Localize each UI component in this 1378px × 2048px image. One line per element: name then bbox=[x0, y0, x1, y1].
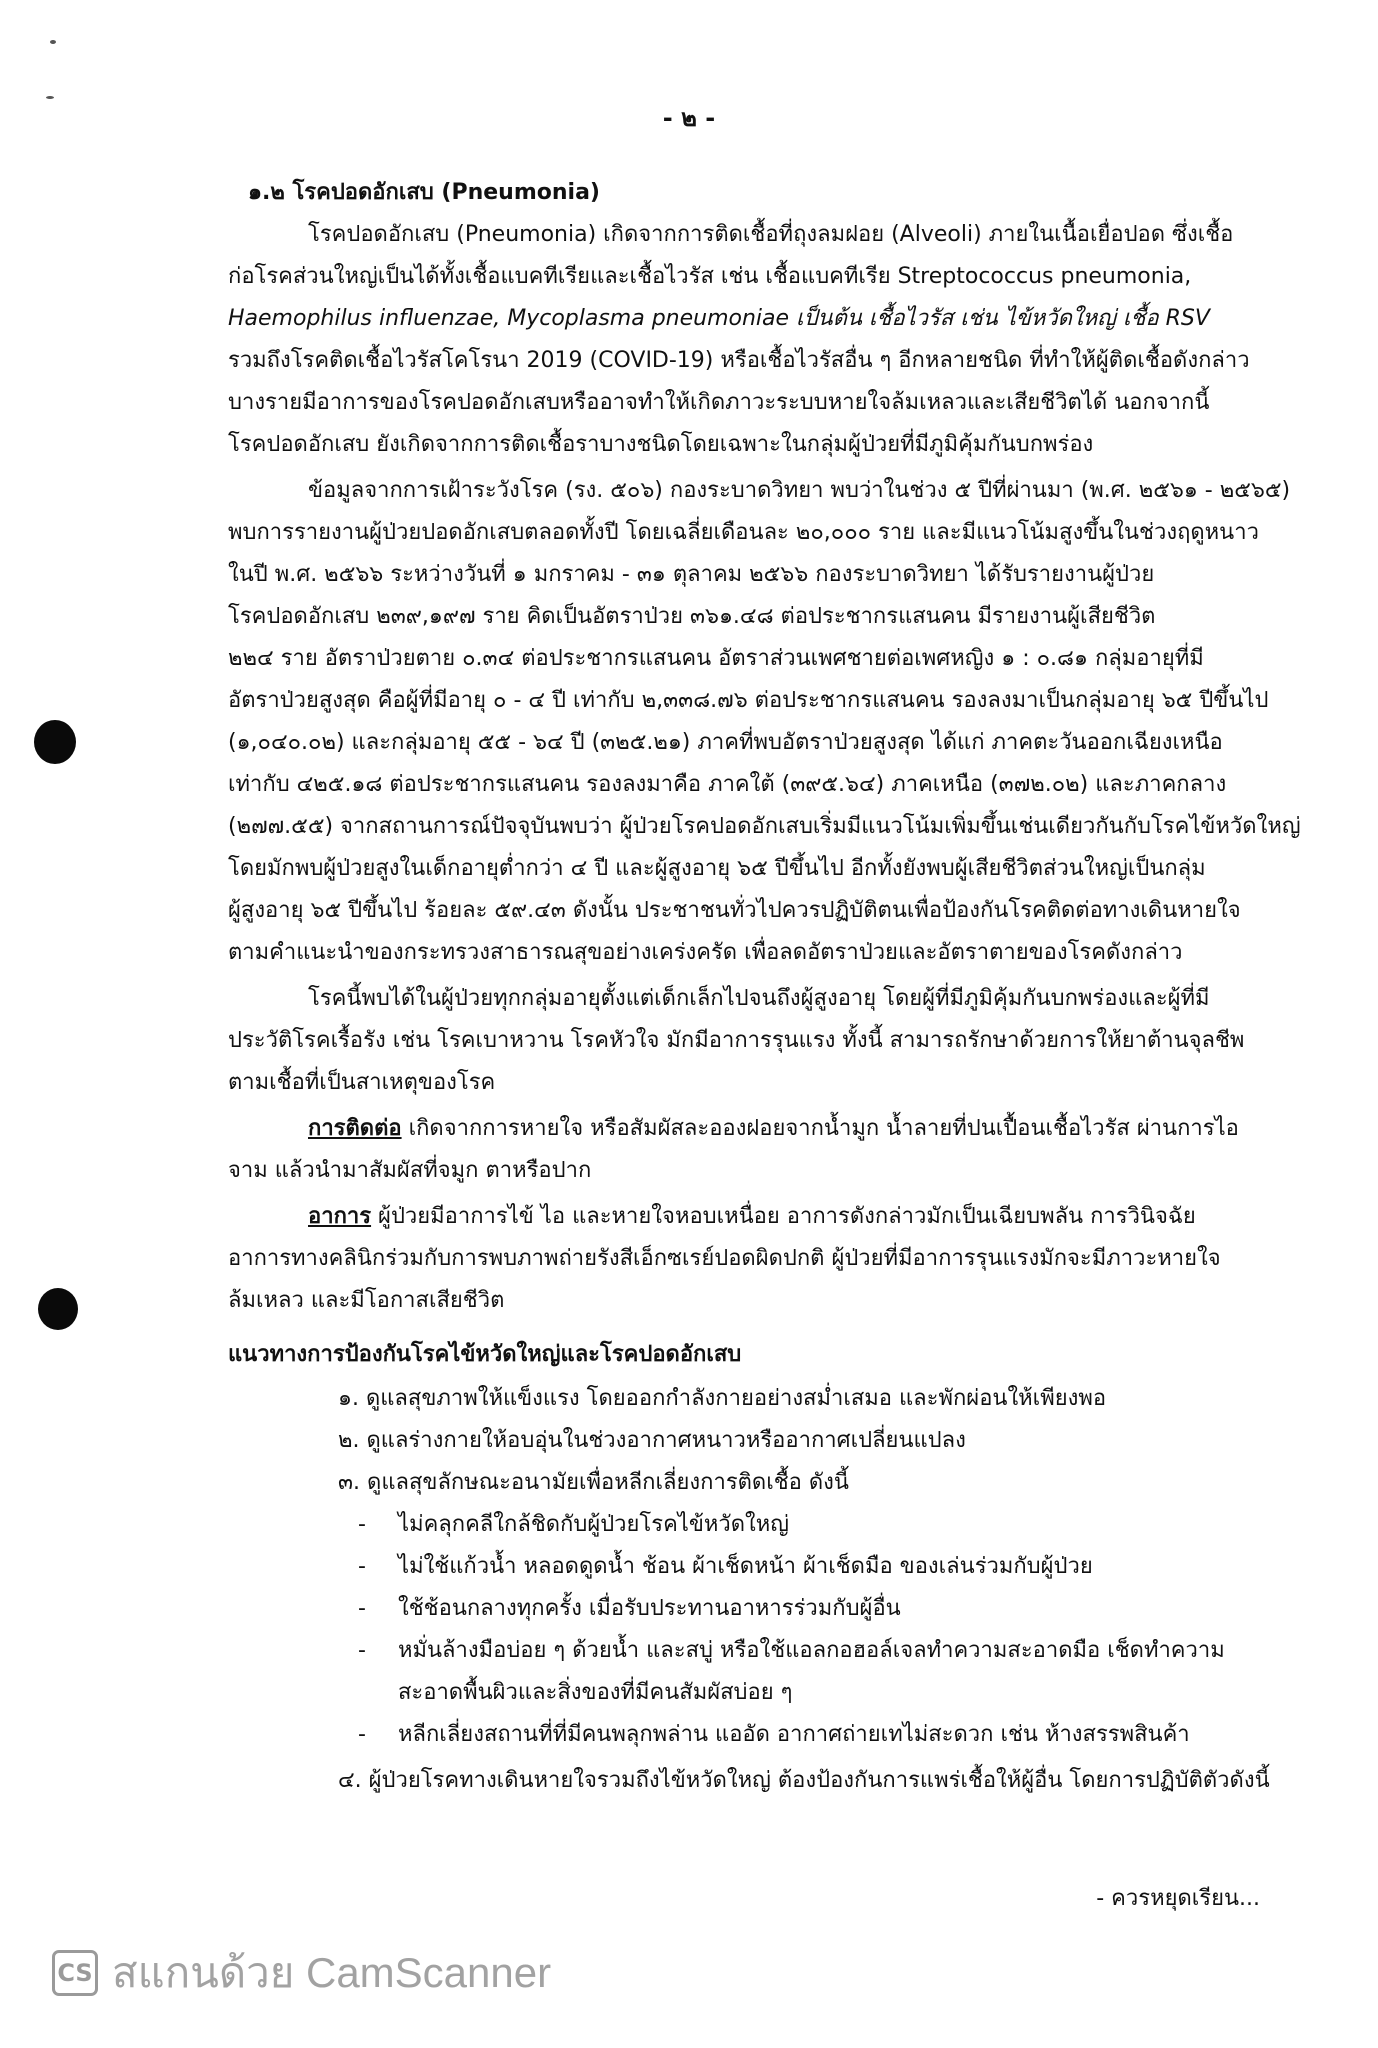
punch-hole bbox=[34, 720, 76, 764]
prevention-item: ๒. ดูแลร่างกายให้อบอุ่นในช่วงอากาศหนาวหรืออากาศเปลี่ยนแปลง bbox=[338, 1428, 966, 1453]
paragraph-line: จาม แล้วนำมาสัมผัสที่จมูก ตาหรือปาก bbox=[228, 1158, 592, 1183]
page-number: - ๒ - bbox=[662, 104, 716, 132]
paragraph-line: โรคนี้พบได้ในผู้ป่วยทุกกลุ่มอายุตั้งแต่เด็กเล็กไปจนถึงผู้สูงอายุ โดยผู้ที่มีภูมิคุ้มกันบกพร่องและผู้ที่มี bbox=[308, 986, 1210, 1011]
paragraph-line: ผู้สูงอายุ ๖๕ ปีขึ้นไป ร้อยละ ๕๙.๔๓ ดังนั้น ประชาชนทั่วไปควรปฏิบัติตนเพื่อป้องกันโรคติดต่อทางเดินหายใจ bbox=[228, 898, 1241, 923]
paragraph-line: รวมถึงโรคติดเชื้อไวรัสโคโรนา 2019 (COVID-19) หรือเชื้อไวรัสอื่น ๆ อีกหลายชนิด ที่ทำให้ผู้ติดเชื้อดังกล่าว bbox=[228, 348, 1250, 373]
prevention-item: ๔. ผู้ป่วยโรคทางเดินหายใจรวมถึงไข้หวัดใหญ่ ต้องป้องกันการแพร่เชื้อให้ผู้อื่น โดยการปฏิบัติตัวดังนี้ bbox=[338, 1768, 1270, 1793]
bullet-item: หมั่นล้างมือบ่อย ๆ ด้วยน้ำ และสบู่ หรือใช้แอลกอฮอล์เจลทำความสะอาดมือ เช็ดทำความ bbox=[398, 1638, 1225, 1663]
paragraph-line: ในปี พ.ศ. ๒๕๖๖ ระหว่างวันที่ ๑ มกราคม - ๓๑ ตุลาคม ๒๕๖๖ กองระบาดวิทยา ได้รับรายงานผู้ป่วย bbox=[228, 562, 1155, 587]
paragraph-line: บางรายมีอาการของโรคปอดอักเสบหรืออาจทำให้เกิดภาวะระบบหายใจล้มเหลวและเสียชีวิตได้ นอกจากนี้ bbox=[228, 390, 1210, 415]
bullet-item: ไม่คลุกคลีใกล้ชิดกับผู้ป่วยโรคไข้หวัดใหญ่ bbox=[398, 1512, 790, 1537]
continuation-text: - ควรหยุดเรียน... bbox=[1096, 1886, 1260, 1911]
paragraph-line: ก่อโรคส่วนใหญ่เป็นได้ทั้งเชื้อแบคทีเรียและเชื้อไวรัส เช่น เชื้อแบคทีเรีย Streptococcus pneumonia, bbox=[228, 264, 1192, 289]
scan-speck bbox=[50, 40, 56, 44]
camscanner-logo-icon: CS bbox=[52, 1950, 98, 1996]
paragraph-line: อัตราป่วยสูงสุด คือผู้ที่มีอายุ ๐ - ๔ ปี เท่ากับ ๒,๓๓๘.๗๖ ต่อประชากรแสนคน รองลงมาเป็นกลุ่มอายุ ๖๕ ปีขึ้นไป bbox=[228, 688, 1269, 713]
symptoms-text: ผู้ป่วยมีอาการไข้ ไอ และหายใจหอบเหนื่อย อาการดังกล่าวมักเป็นเฉียบพลัน การวินิจฉัย bbox=[371, 1204, 1196, 1229]
paragraph-line: (๒๗๗.๕๕) จากสถานการณ์ปัจจุบันพบว่า ผู้ป่วยโรคปอดอักเสบเริ่มมีแนวโน้มเพิ่มขึ้นเช่นเดียวกันกับโรคไข้หวัดใหญ่ bbox=[228, 814, 1301, 839]
transmission-label: การติดต่อ bbox=[308, 1116, 402, 1141]
symptoms-line bbox=[308, 1202, 1196, 1232]
paragraph-line: โดยมักพบผู้ป่วยสูงในเด็กอายุต่ำกว่า ๔ ปี และผู้สูงอายุ ๖๕ ปีขึ้นไป อีกทั้งยังพบผู้เสียชีวิตส่วนใหญ่เป็นกลุ่ม bbox=[228, 856, 1206, 881]
bullet-mark: - bbox=[358, 1722, 366, 1747]
symptoms-label: อาการ bbox=[308, 1204, 372, 1229]
paragraph-line: อาการทางคลินิกร่วมกับการพบภาพถ่ายรังสีเอ็กซเรย์ปอดผิดปกติ ผู้ป่วยที่มีอาการรุนแรงมักจะมีภาวะหายใจ bbox=[228, 1246, 1221, 1271]
paragraph-line: ตามเชื้อที่เป็นสาเหตุของโรค bbox=[228, 1070, 496, 1095]
paragraph-line: พบการรายงานผู้ป่วยปอดอักเสบตลอดทั้งปี โดยเฉลี่ยเดือนละ ๒๐,๐๐๐ ราย และมีแนวโน้มสูงขึ้นในช่วงฤดูหนาว bbox=[228, 520, 1259, 545]
watermark-text: สแกนด้วย CamScanner bbox=[112, 1949, 552, 1996]
paragraph-line: ประวัติโรคเรื้อรัง เช่น โรคเบาหวาน โรคหัวใจ มักมีอาการรุนแรง ทั้งนี้ สามารถรักษาด้วยการให้ยาต้านจุลชีพ bbox=[228, 1028, 1245, 1053]
section-heading: ๑.๒ โรคปอดอักเสบ (Pneumonia) bbox=[248, 180, 600, 205]
transmission-text: เกิดจากการหายใจ หรือสัมผัสละอองฝอยจากน้ำมูก น้ำลายที่ปนเปื้อนเชื้อไวรัส ผ่านการไอ bbox=[401, 1116, 1239, 1141]
bullet-mark: - bbox=[358, 1596, 366, 1621]
paragraph-line: โรคปอดอักเสบ ยังเกิดจากการติดเชื้อราบางชนิดโดยเฉพาะในกลุ่มผู้ป่วยที่มีภูมิคุ้มกันบกพร่อง bbox=[228, 432, 1094, 457]
paragraph-line: ๒๒๔ ราย อัตราป่วยตาย ๐.๓๔ ต่อประชากรแสนคน อัตราส่วนเพศชายต่อเพศหญิง ๑ : ๐.๘๑ กลุ่มอายุที่มี bbox=[228, 646, 1204, 671]
bullet-item: ใช้ช้อนกลางทุกครั้ง เมื่อรับประทานอาหารร่วมกับผู้อื่น bbox=[398, 1596, 901, 1621]
prevention-heading: แนวทางการป้องกันโรคไข้หวัดใหญ่และโรคปอดอักเสบ bbox=[228, 1342, 742, 1367]
transmission-line bbox=[308, 1114, 1239, 1144]
paragraph-line: ตามคำแนะนำของกระทรวงสาธารณสุขอย่างเคร่งครัด เพื่อลดอัตราป่วยและอัตราตายของโรคดังกล่าว bbox=[228, 940, 1183, 965]
paragraph-line: เท่ากับ ๔๒๕.๑๘ ต่อประชากรแสนคน รองลงมาคือ ภาคใต้ (๓๙๕.๖๔) ภาคเหนือ (๓๗๒.๐๒) และภาคกลาง bbox=[228, 772, 1227, 797]
paragraph-line: โรคปอดอักเสบ ๒๓๙,๑๙๗ ราย คิดเป็นอัตราป่วย ๓๖๑.๔๘ ต่อประชากรแสนคน มีรายงานผู้เสียชีวิต bbox=[228, 604, 1156, 629]
bullet-item-continued: สะอาดพื้นผิวและสิ่งของที่มีคนสัมผัสบ่อย ๆ bbox=[398, 1680, 793, 1705]
paragraph-line: (๑,๐๔๐.๐๒) และกลุ่มอายุ ๕๕ - ๖๔ ปี (๓๒๕.๒๑) ภาคที่พบอัตราป่วยสูงสุด ได้แก่ ภาคตะวันออกเฉียงเหนือ bbox=[228, 730, 1223, 755]
paragraph-line: โรคปอดอักเสบ (Pneumonia) เกิดจากการติดเชื้อที่ถุงลมฝอย (Alveoli) ภายในเนื้อเยื่อปอด ซึ่งเชื้อ bbox=[308, 222, 1234, 247]
prevention-item: ๓. ดูแลสุขลักษณะอนามัยเพื่อหลีกเลี่ยงการติดเชื้อ ดังนี้ bbox=[338, 1470, 849, 1495]
bullet-mark: - bbox=[358, 1512, 366, 1537]
punch-hole bbox=[38, 1288, 78, 1330]
prevention-item: ๑. ดูแลสุขภาพให้แข็งแรง โดยออกกำลังกายอย่างสม่ำเสมอ และพักผ่อนให้เพียงพอ bbox=[338, 1386, 1107, 1411]
paragraph-line: ล้มเหลว และมีโอกาสเสียชีวิต bbox=[228, 1288, 505, 1313]
paragraph-line: Haemophilus influenzae, Mycoplasma pneumoniae เป็นต้น เชื้อไวรัส เช่น ไข้หวัดใหญ่ เชื้อ RSV bbox=[228, 306, 1210, 331]
camscanner-watermark bbox=[52, 1940, 551, 2006]
bullet-item: หลีกเลี่ยงสถานที่ที่มีคนพลุกพล่าน แออัด อากาศถ่ายเทไม่สะดวก เช่น ห้างสรรพสินค้า bbox=[398, 1722, 1190, 1747]
paragraph-line: ข้อมูลจากการเฝ้าระวังโรค (รง. ๕๐๖) กองระบาดวิทยา พบว่าในช่วง ๕ ปีที่ผ่านมา (พ.ศ. ๒๕๖๑ - ๒๕๖๕) bbox=[308, 478, 1291, 503]
bullet-item: ไม่ใช้แก้วน้ำ หลอดดูดน้ำ ช้อน ผ้าเช็ดหน้า ผ้าเช็ดมือ ของเล่นร่วมกับผู้ป่วย bbox=[398, 1554, 1093, 1579]
bullet-mark: - bbox=[358, 1638, 366, 1663]
bullet-mark: - bbox=[358, 1554, 366, 1579]
